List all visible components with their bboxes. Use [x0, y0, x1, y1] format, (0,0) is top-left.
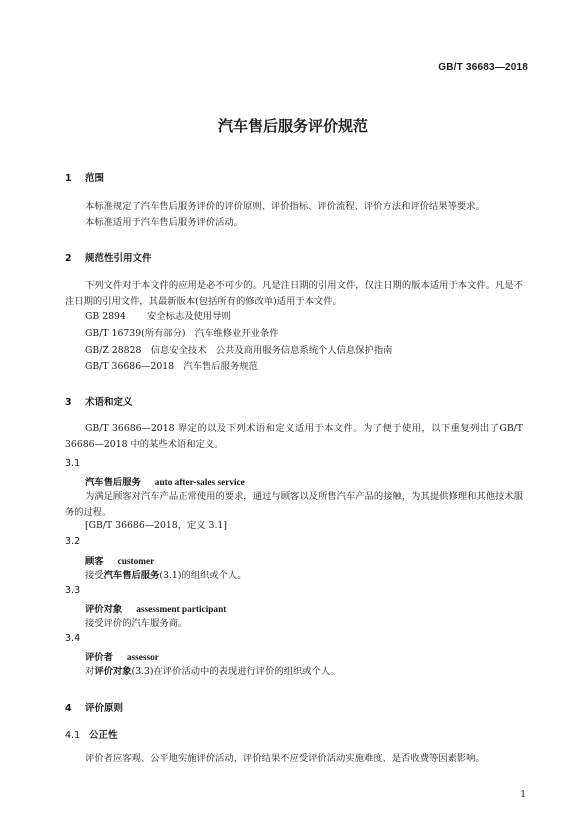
reference-item: [85, 360, 258, 374]
terms-intro: GB/T 36686—2018 界定的以及下列术语和定义适用于本文件。为了便于使用，以下重复列出了GB/T 36686—2018 中的某些术语和定义。: [65, 423, 523, 450]
reference-title: 汽车售后服务规范: [183, 361, 258, 372]
term-chinese: 汽车售后服务: [85, 477, 141, 488]
section-title: 规范性引用文件: [85, 253, 152, 264]
subsection-number: 4.1: [65, 730, 81, 741]
term-number: 3.2: [65, 536, 81, 547]
term-english: assessor: [126, 653, 159, 663]
term-english: auto after-sales service: [154, 478, 245, 488]
term-definition: [85, 665, 340, 679]
scope-paragraph-2: 本标准适用于汽车售后服务评价活动。: [85, 217, 244, 228]
term-chinese: 评价者: [85, 652, 113, 663]
section-4-heading: [65, 700, 123, 714]
section-number: 1: [65, 173, 72, 184]
fairness-paragraph: 评价者应客观、公平地实施评价活动，评价结果不应受评价活动实施难度、是否收费等因素影响。: [85, 753, 485, 764]
section-number: 2: [65, 253, 72, 264]
definition-text: (3.1)的组织或个人。: [159, 570, 247, 581]
normative-references-intro: 下列文件对于本文件的应用是必不可少的。凡是注日期的引用文件，仅注日期的版本适用于本文件。凡是不注日期的引用文件，其最新版本(包括所有的修改单)适用于本文件。: [65, 280, 523, 307]
term-chinese: 顾客: [85, 556, 104, 567]
term-definition: 为满足顾客对汽车产品正常使用的要求，通过与顾客以及所售汽车产品的接触，为其提供修理和其他技术服务的过程。: [65, 491, 523, 518]
section-title: 术语和定义: [85, 397, 133, 408]
term-heading: [85, 649, 159, 663]
definition-text: 对: [85, 666, 95, 677]
section-1-heading: [65, 170, 104, 184]
reference-title: 信息安全技术 公共及商用服务信息系统个人信息保护指南: [150, 345, 393, 356]
term-heading: [85, 601, 226, 615]
definition-text: 接受: [85, 570, 104, 581]
section-number: 3: [65, 397, 72, 408]
document-title: 汽车售后服务评价规范: [217, 117, 368, 135]
reference-title: 安全标志及使用导则: [147, 311, 231, 322]
section-number: 4: [65, 703, 72, 714]
reference-item: [85, 327, 279, 341]
term-english: assessment participant: [136, 605, 227, 615]
reference-code: GB/Z 28828: [85, 345, 142, 356]
term-heading: [85, 474, 245, 488]
reference-code: GB/T 16739(所有部分): [85, 328, 186, 339]
term-chinese: 评价对象: [85, 604, 123, 615]
reference-item: [85, 344, 392, 358]
term-number: 3.1: [65, 458, 81, 469]
definition-text: (3.3)在评价活动中的表现进行评价的组织或个人。: [131, 666, 340, 677]
definition-term-reference: 评价对象: [94, 666, 132, 677]
section-title: 范围: [85, 173, 105, 184]
definition-term-reference: 汽车售后服务: [103, 570, 160, 581]
reference-title: 汽车维修业开业条件: [194, 328, 279, 339]
term-number: 3.4: [65, 633, 81, 644]
term-definition: 接受评价的汽车服务商。: [85, 618, 188, 629]
term-heading: [85, 553, 154, 567]
reference-code: GB/T 36686—2018: [85, 361, 175, 372]
section-title: 评价原则: [85, 703, 124, 714]
section-3-heading: [65, 394, 133, 408]
term-source: [GB/T 36686—2018，定义 3.1]: [85, 520, 227, 531]
standard-code: GB/T 36683—2018: [438, 62, 528, 73]
scope-paragraph-1: 本标准规定了汽车售后服务评价的评价原则、评价指标、评价流程、评价方法和评价结果等要求。: [85, 201, 485, 212]
term-english: customer: [117, 557, 155, 567]
page-number: 1: [520, 790, 526, 800]
section-2-heading: [65, 250, 152, 264]
reference-item: [85, 310, 231, 324]
subsection-4-1-heading: [65, 727, 118, 741]
term-definition: [85, 569, 247, 583]
term-number: 3.3: [65, 585, 81, 596]
subsection-title: 公正性: [89, 730, 118, 741]
reference-code: GB 2894: [85, 311, 126, 322]
